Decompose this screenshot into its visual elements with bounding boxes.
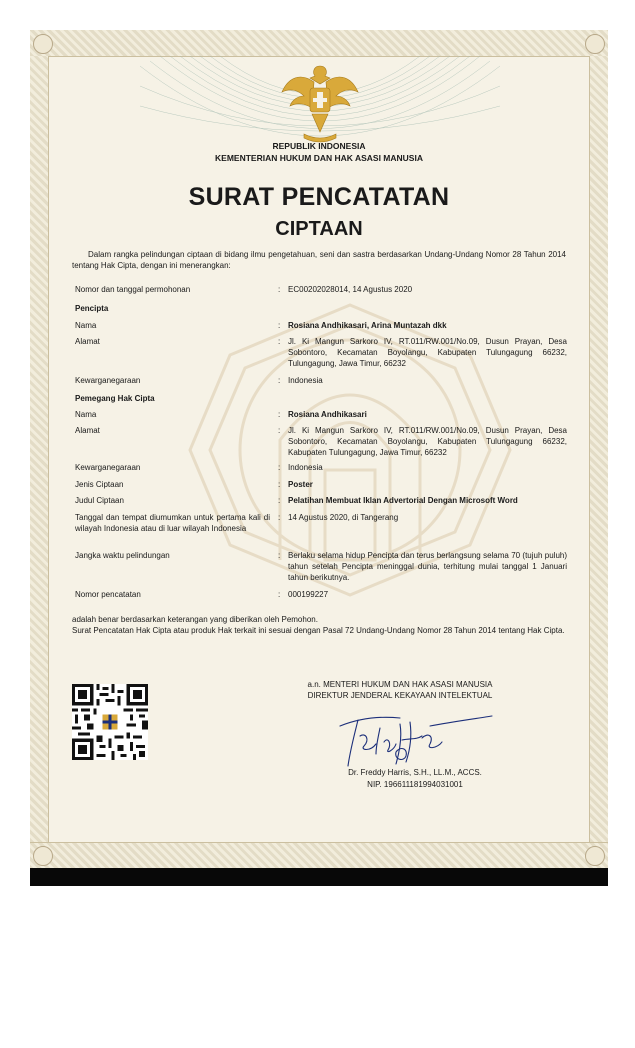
record-number: 000199227 xyxy=(288,590,329,599)
decorative-border-left xyxy=(30,56,49,842)
colon: : xyxy=(278,410,281,419)
holder-address: Jl. Ki Mangun Sarkoro IV, RT.011/RW.001/No.09, Dusun Prayan, Desa Sobontoro, Kecamatan Boyolangu, Kabupaten Tulungagung 66232, Kabupaten Tulungagung, Jawa Timur, 66232 xyxy=(288,426,567,457)
signatory-name: Dr. Freddy Harris, S.H., LL.M., ACCS. xyxy=(348,768,482,777)
field-label: Nama xyxy=(75,410,97,419)
signatory-nip: NIP. 196611181994031001 xyxy=(367,780,463,789)
colon: : xyxy=(278,426,281,435)
holder-heading: Pemegang Hak Cipta xyxy=(75,394,155,403)
signatory-position: DIREKTUR JENDERAL KEKAYAAN INTELEKTUAL xyxy=(307,691,493,700)
field-label: Jenis Ciptaan xyxy=(75,480,124,489)
certificate xyxy=(30,30,608,868)
colon: : xyxy=(278,590,281,599)
field-label: Nomor dan tanggal permohonan xyxy=(75,285,191,294)
corner-ornament xyxy=(33,34,53,54)
creator-nationality: Indonesia xyxy=(288,376,323,385)
field-label: Alamat xyxy=(75,337,100,346)
creator-name: Rosiana Andhikasari, Arina Muntazah dkk xyxy=(288,321,447,330)
decorative-border-right xyxy=(589,56,608,842)
colon: : xyxy=(278,285,281,294)
colon: : xyxy=(278,480,281,489)
protection-term: Berlaku selama hidup Pencipta dan terus berlangsung selama 70 (tujuh puluh) tahun setelah Pencipta meninggal dunia, terhitung mulai tanggal 1 Januari tahun berikutnya. xyxy=(288,551,567,582)
work-type: Poster xyxy=(288,480,313,489)
field-label: Alamat xyxy=(75,426,100,435)
colon: : xyxy=(278,496,281,505)
field-label: Kewarganegaraan xyxy=(75,463,141,472)
corner-ornament xyxy=(585,34,605,54)
colon: : xyxy=(278,551,281,560)
decorative-border-bottom xyxy=(30,842,608,868)
country-name: REPUBLIK INDONESIA xyxy=(272,141,366,151)
creator-heading: Pencipta xyxy=(75,304,109,313)
signatory-on-behalf: a.n. MENTERI HUKUM DAN HAK ASASI MANUSIA xyxy=(307,680,493,689)
closing-statement: adalah benar berdasarkan keterangan yang diberikan oleh Pemohon. xyxy=(72,615,318,624)
publication-date-place: 14 Agustus 2020, di Tangerang xyxy=(288,513,399,522)
colon: : xyxy=(278,513,281,522)
ministry-name: KEMENTERIAN HUKUM DAN HAK ASASI MANUSIA xyxy=(215,153,423,163)
field-label: Judul Ciptaan xyxy=(75,496,124,505)
colon: : xyxy=(278,463,281,472)
intro-paragraph: Dalam rangka pelindungan ciptaan di bidang ilmu pengetahuan, seni dan sastra berdasarkan Undang-Undang Nomor 28 Tahun 2014 tentang Hak Cipta, dengan ini menerangkan: xyxy=(72,250,566,270)
document-title: SURAT PENCATATAN xyxy=(188,183,450,211)
field-label: Jangka waktu pelindungan xyxy=(75,551,170,560)
corner-ornament xyxy=(33,846,53,866)
field-label: Tanggal dan tempat diumumkan untuk pertama kali di wilayah Indonesia atau di luar wilayah Indonesia xyxy=(75,513,270,533)
holder-name: Rosiana Andhikasari xyxy=(288,410,367,419)
holder-nationality: Indonesia xyxy=(288,463,323,472)
decorative-border-top xyxy=(30,30,608,57)
closing-legal-basis: Surat Pencatatan Hak Cipta atau produk Hak terkait ini sesuai dengan Pasal 72 Undang-Undang Nomor 28 Tahun 2014 tentang Hak Cipta. xyxy=(72,626,565,635)
qr-code-icon xyxy=(72,684,148,760)
field-label: Nama xyxy=(75,321,97,330)
application-number: EC00202028014, 14 Agustus 2020 xyxy=(288,285,413,294)
colon: : xyxy=(278,337,281,346)
colon: : xyxy=(278,321,281,330)
document-subtitle: CIPTAAN xyxy=(275,218,363,240)
work-title: Pelatihan Membuat Iklan Advertorial Dengan Microsoft Word xyxy=(288,496,518,505)
colon: : xyxy=(278,376,281,385)
footer-bar xyxy=(30,868,608,886)
field-label: Kewarganegaraan xyxy=(75,376,141,385)
corner-ornament xyxy=(585,846,605,866)
signature-icon xyxy=(330,706,495,776)
creator-address: Jl. Ki Mangun Sarkoro IV, RT.011/RW.001/No.09, Dusun Prayan, Desa Sobontoro, Kecamatan Boyolangu, Kabupaten Tulungagung 66232, Tulungagung, Jawa Timur, 66232 xyxy=(288,337,567,368)
garuda-emblem-icon xyxy=(280,58,360,146)
field-label: Nomor pencatatan xyxy=(75,590,141,599)
